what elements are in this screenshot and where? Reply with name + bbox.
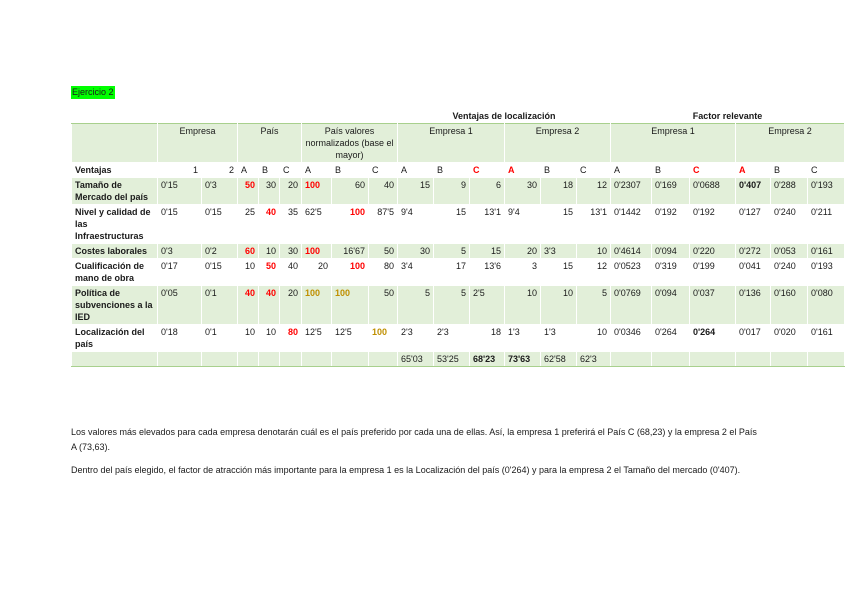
table-cell: 12'5 (302, 325, 332, 352)
table-cell: 20 (505, 244, 541, 259)
table-cell: 30 (398, 244, 434, 259)
table-cell: 0'192 (652, 205, 690, 244)
table-cell: 0'161 (808, 244, 845, 259)
table-cell: 13'6 (470, 259, 505, 286)
table-cell: 10 (577, 325, 611, 352)
factor-relevante-header: Factor relevante (611, 109, 845, 124)
table-cell: 10 (259, 244, 280, 259)
table-cell: 25 (238, 205, 259, 244)
table-cell: 15 (398, 178, 434, 205)
table-cell: 35 (280, 205, 302, 244)
table-cell: 0'169 (652, 178, 690, 205)
table-cell: 40 (280, 259, 302, 286)
subheader-row (72, 163, 845, 178)
table-cell: 6 (470, 178, 505, 205)
table-cell: 0'15 (158, 205, 202, 244)
table-cell: 0'193 (808, 178, 845, 205)
pais-valores-header: País valores normalizados (base el mayor) (302, 124, 398, 163)
total-cell: 68'23 (470, 352, 505, 367)
table-cell: 0'041 (736, 259, 771, 286)
table-cell: 20 (280, 178, 302, 205)
table-row (72, 178, 845, 205)
table-cell: 0'18 (158, 325, 202, 352)
row-label: Cualificación de mano de obra (72, 259, 158, 286)
table-cell: 40 (238, 286, 259, 325)
table-cell: 0'3 (158, 244, 202, 259)
subheader-cell: C (577, 163, 611, 178)
pais-header: País (238, 124, 302, 163)
total-cell: 53'25 (434, 352, 470, 367)
table-cell: 5 (434, 286, 470, 325)
ventajas-localizacion-header: Ventajas de localización (398, 109, 611, 124)
table-cell: 0'220 (690, 244, 736, 259)
subheader-cell: A (238, 163, 259, 178)
table-cell: 0'053 (771, 244, 808, 259)
table-cell: 80 (369, 259, 398, 286)
table-cell: 0'240 (771, 205, 808, 244)
table-cell: 9'4 (505, 205, 541, 244)
table-cell: 0'161 (808, 325, 845, 352)
table-cell: 9 (434, 178, 470, 205)
subheader-cell: 1 (158, 163, 202, 178)
table-cell: 0'192 (690, 205, 736, 244)
table-cell: 30 (280, 244, 302, 259)
subheader-cell: A (611, 163, 652, 178)
table-cell: 100 (369, 325, 398, 352)
subheader-cell: A (302, 163, 332, 178)
table-cell: 20 (280, 286, 302, 325)
table-cell: 3'4 (398, 259, 434, 286)
table-cell: 0'2307 (611, 178, 652, 205)
table-cell: 50 (259, 259, 280, 286)
table-cell: 17 (434, 259, 470, 286)
table-row (72, 244, 845, 259)
row-label: Costes laborales (72, 244, 158, 259)
table-cell: 62'5 (302, 205, 332, 244)
row-label: Tamaño de Mercado del país (72, 178, 158, 205)
row-label: Localización del país (72, 325, 158, 352)
subheader-cell: B (541, 163, 577, 178)
subheader-cell: A (505, 163, 541, 178)
table-cell: 0'407 (736, 178, 771, 205)
table-cell: 10 (577, 244, 611, 259)
total-cell: 62'3 (577, 352, 611, 367)
total-cell: 65'03 (398, 352, 434, 367)
table-cell: 2'3 (434, 325, 470, 352)
table-cell: 0'020 (771, 325, 808, 352)
conclusion-paragraph-2: Dentro del país elegido, el factor de atracción más importante para la empresa 1 es la Localización del país (0'264) y para la empresa 2 el Tamaño del mercado (0'407). (71, 465, 741, 475)
top-header-row (72, 109, 845, 124)
table-cell: 0'15 (158, 178, 202, 205)
table-cell: 0'193 (808, 259, 845, 286)
table-cell: 16'67 (332, 244, 369, 259)
totals-row (72, 352, 845, 367)
table-cell: 0'319 (652, 259, 690, 286)
table-cell: 30 (259, 178, 280, 205)
empresa2-factor-header: Empresa 2 (736, 124, 845, 163)
table-cell: 15 (434, 205, 470, 244)
table-cell: 0'2 (202, 244, 238, 259)
subheader-cell: B (434, 163, 470, 178)
empresa-header: Empresa (158, 124, 238, 163)
total-cell: 73'63 (505, 352, 541, 367)
table-cell: 0'1 (202, 325, 238, 352)
table-cell: 0'017 (736, 325, 771, 352)
table-cell: 3 (505, 259, 541, 286)
table-cell: 0'037 (690, 286, 736, 325)
table-cell: 0'094 (652, 286, 690, 325)
table-cell: 0'0523 (611, 259, 652, 286)
table-cell: 18 (470, 325, 505, 352)
table-cell: 10 (259, 325, 280, 352)
table-cell: 60 (238, 244, 259, 259)
table-cell: 100 (332, 259, 369, 286)
table-cell: 0'094 (652, 244, 690, 259)
table-cell: 5 (398, 286, 434, 325)
table-cell: 100 (302, 244, 332, 259)
subheader-cell: C (690, 163, 736, 178)
empresa2-ventajas-header: Empresa 2 (505, 124, 611, 163)
table-cell: 0'05 (158, 286, 202, 325)
row-label: Política de subvenciones a la IED (72, 286, 158, 325)
table-cell: 40 (369, 178, 398, 205)
table-cell: 0'1442 (611, 205, 652, 244)
table-cell: 0'288 (771, 178, 808, 205)
table-row (72, 286, 845, 325)
table-cell: 0'272 (736, 244, 771, 259)
table-cell: 100 (302, 286, 332, 325)
table-cell: 0'136 (736, 286, 771, 325)
subheader-cell: 2 (202, 163, 238, 178)
table-cell: 50 (369, 244, 398, 259)
table-cell: 50 (238, 178, 259, 205)
table-cell: 10 (541, 286, 577, 325)
empresa1-ventajas-header: Empresa 1 (398, 124, 505, 163)
table-cell: 0'160 (771, 286, 808, 325)
table-cell: 0'211 (808, 205, 845, 244)
table-cell: 18 (541, 178, 577, 205)
table-cell: 100 (332, 286, 369, 325)
table-cell: 13'1 (577, 205, 611, 244)
subheader-cell: C (280, 163, 302, 178)
table-cell: 0'264 (690, 325, 736, 352)
table-cell: 0'0688 (690, 178, 736, 205)
table-cell: 0'0346 (611, 325, 652, 352)
subheader-cell: B (652, 163, 690, 178)
table-row (72, 205, 845, 244)
table-cell: 15 (470, 244, 505, 259)
row-label: Nivel y calidad de las Infraestructuras (72, 205, 158, 244)
table-cell: 9'4 (398, 205, 434, 244)
table-cell: 1'3 (505, 325, 541, 352)
table-cell: 15 (541, 259, 577, 286)
table-cell: 0'0769 (611, 286, 652, 325)
table-cell: 10 (238, 259, 259, 286)
table-cell: 3'3 (541, 244, 577, 259)
table-cell: 40 (259, 286, 280, 325)
location-table (71, 109, 845, 367)
table-cell: 5 (434, 244, 470, 259)
table-cell: 12'5 (332, 325, 369, 352)
subheader-cell: C (808, 163, 845, 178)
table-cell: 100 (302, 178, 332, 205)
subheader-cell: B (259, 163, 280, 178)
table-cell: 10 (238, 325, 259, 352)
table-cell: 0'4614 (611, 244, 652, 259)
table-cell: 12 (577, 178, 611, 205)
table-cell: 0'127 (736, 205, 771, 244)
subheader-cell: C (369, 163, 398, 178)
table-cell: 15 (541, 205, 577, 244)
table-cell: 0'3 (202, 178, 238, 205)
table-cell: 50 (369, 286, 398, 325)
table-row (72, 259, 845, 286)
subheader-cell: C (470, 163, 505, 178)
table-cell: 2'5 (470, 286, 505, 325)
table-cell: 80 (280, 325, 302, 352)
table-cell: 0'15 (202, 259, 238, 286)
table-row (72, 325, 845, 352)
table-cell: 0'199 (690, 259, 736, 286)
table-cell: 5 (577, 286, 611, 325)
table-cell: 0'17 (158, 259, 202, 286)
table-cell: 0'15 (202, 205, 238, 244)
subheader-cell: B (771, 163, 808, 178)
subheader-cell: B (332, 163, 369, 178)
table-cell: 12 (577, 259, 611, 286)
exercise-title: Ejercicio 2 (72, 87, 114, 97)
table-cell: 100 (332, 205, 369, 244)
table-cell: 0'240 (771, 259, 808, 286)
table-cell: 60 (332, 178, 369, 205)
table-cell: 1'3 (541, 325, 577, 352)
group-header-row (72, 124, 845, 163)
table-cell: 0'1 (202, 286, 238, 325)
table-cell: 87'5 (369, 205, 398, 244)
conclusion-paragraph-1: Los valores más elevados para cada empresa denotarán cuál es el país preferido por cada una de ellas. Así, la empresa 1 preferirá el País C (68,23) y la empresa 2 el País A (73,63). (71, 427, 757, 452)
empresa1-factor-header: Empresa 1 (611, 124, 736, 163)
subheader-cell: A (736, 163, 771, 178)
table-cell: 10 (505, 286, 541, 325)
table-cell: 20 (302, 259, 332, 286)
table-cell: 0'080 (808, 286, 845, 325)
subheader-cell: Ventajas (72, 163, 158, 178)
table-cell: 2'3 (398, 325, 434, 352)
total-cell: 62'58 (541, 352, 577, 367)
table-cell: 13'1 (470, 205, 505, 244)
table-cell: 0'264 (652, 325, 690, 352)
table-cell: 40 (259, 205, 280, 244)
subheader-cell: A (398, 163, 434, 178)
table-cell: 30 (505, 178, 541, 205)
